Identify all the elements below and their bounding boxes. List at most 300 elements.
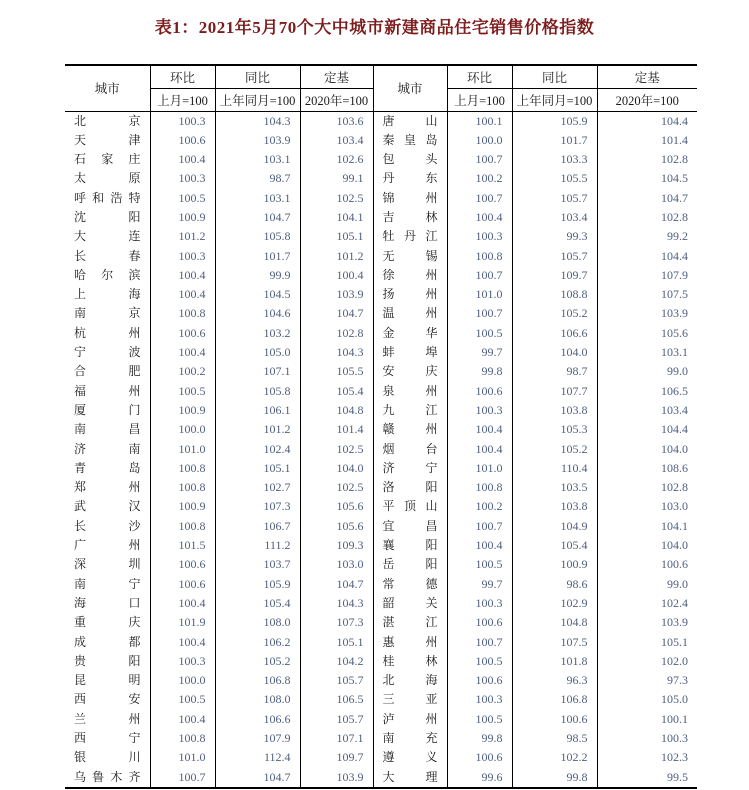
- value-cell: 99.1: [300, 169, 373, 188]
- value-cell: 100.6: [150, 555, 215, 574]
- city-cell: 呼和浩特: [74, 190, 141, 205]
- header-base-right: 定基: [597, 65, 697, 88]
- value-cell: 102.6: [300, 150, 373, 169]
- value-cell: 104.4: [597, 420, 697, 439]
- table-row: [65, 131, 697, 150]
- value-cell: 103.9: [597, 304, 697, 323]
- value-cell: 103.0: [597, 497, 697, 516]
- value-cell: 102.0: [597, 652, 697, 671]
- value-cell: 100.0: [447, 131, 512, 150]
- value-cell: 105.9: [215, 575, 300, 594]
- table-row: [65, 343, 697, 362]
- header-yoy-left: 同比: [215, 65, 300, 88]
- value-cell: 101.0: [150, 748, 215, 767]
- table-row: [65, 497, 697, 516]
- city-cell: 太原: [74, 171, 141, 186]
- table-row: [65, 266, 697, 285]
- value-cell: 106.6: [512, 324, 597, 343]
- value-cell: 106.6: [215, 710, 300, 729]
- value-cell: 102.5: [300, 189, 373, 208]
- value-cell: 104.1: [300, 208, 373, 227]
- value-cell: 103.8: [512, 497, 597, 516]
- table-row: [65, 150, 697, 169]
- value-cell: 100.9: [150, 208, 215, 227]
- value-cell: 98.7: [512, 362, 597, 381]
- city-cell: 海口: [74, 595, 141, 610]
- value-cell: 108.6: [597, 459, 697, 478]
- city-cell: 青岛: [74, 460, 141, 475]
- value-cell: 100.8: [150, 517, 215, 536]
- value-cell: 104.2: [300, 652, 373, 671]
- value-cell: 104.7: [215, 208, 300, 227]
- table-row: [65, 555, 697, 574]
- city-cell: 泉州: [373, 382, 447, 401]
- city-cell: 金华: [373, 324, 447, 343]
- value-cell: 108.8: [512, 285, 597, 304]
- value-cell: 108.0: [215, 690, 300, 709]
- table-row: [65, 247, 697, 266]
- city-cell: 泸州: [373, 710, 447, 729]
- value-cell: 100.7: [447, 304, 512, 323]
- value-cell: 111.2: [215, 536, 300, 555]
- table-row: [65, 304, 697, 323]
- value-cell: 100.3: [150, 169, 215, 188]
- value-cell: 104.0: [512, 343, 597, 362]
- value-cell: 103.8: [512, 401, 597, 420]
- value-cell: 104.8: [300, 401, 373, 420]
- value-cell: 100.5: [447, 324, 512, 343]
- value-cell: 100.6: [512, 710, 597, 729]
- value-cell: 99.8: [447, 362, 512, 381]
- value-cell: 100.6: [597, 555, 697, 574]
- value-cell: 112.4: [215, 748, 300, 767]
- city-cell: 蚌埠: [373, 343, 447, 362]
- value-cell: 103.9: [300, 285, 373, 304]
- value-cell: 106.8: [215, 671, 300, 690]
- city-cell: 上海: [74, 287, 141, 302]
- value-cell: 103.1: [597, 343, 697, 362]
- value-cell: 100.7: [447, 150, 512, 169]
- value-cell: 99.2: [597, 227, 697, 246]
- value-cell: 103.9: [597, 613, 697, 632]
- city-cell: 湛江: [373, 613, 447, 632]
- value-cell: 100.5: [150, 189, 215, 208]
- city-cell: 遵义: [373, 748, 447, 767]
- value-cell: 104.7: [215, 768, 300, 788]
- value-cell: 96.3: [512, 671, 597, 690]
- value-cell: 100.8: [150, 478, 215, 497]
- value-cell: 104.0: [300, 459, 373, 478]
- value-cell: 106.8: [512, 690, 597, 709]
- value-cell: 100.4: [150, 710, 215, 729]
- value-cell: 97.3: [597, 671, 697, 690]
- value-cell: 105.1: [300, 633, 373, 652]
- table-row: [65, 420, 697, 439]
- value-cell: 100.2: [447, 169, 512, 188]
- city-cell: 南京: [74, 306, 141, 321]
- page: [0, 13, 749, 789]
- value-cell: 100.4: [150, 594, 215, 613]
- value-cell: 104.0: [597, 536, 697, 555]
- value-cell: 98.7: [215, 169, 300, 188]
- city-cell: 九江: [373, 401, 447, 420]
- value-cell: 104.6: [215, 304, 300, 323]
- table-row: [65, 401, 697, 420]
- value-cell: 100.0: [150, 671, 215, 690]
- value-cell: 100.3: [597, 729, 697, 748]
- city-cell: 襄阳: [373, 536, 447, 555]
- value-cell: 101.4: [300, 420, 373, 439]
- value-cell: 104.0: [597, 440, 697, 459]
- value-cell: 103.5: [512, 478, 597, 497]
- city-cell: 三亚: [373, 690, 447, 709]
- city-cell: 常德: [373, 575, 447, 594]
- value-cell: 100.7: [447, 189, 512, 208]
- table-row: [65, 768, 697, 788]
- table-row: [65, 748, 697, 767]
- value-cell: 105.2: [512, 440, 597, 459]
- value-cell: 100.6: [447, 613, 512, 632]
- header-mom-left: 环比: [150, 65, 215, 88]
- value-cell: 99.3: [512, 227, 597, 246]
- value-cell: 100.5: [150, 382, 215, 401]
- city-cell: 南充: [373, 729, 447, 748]
- value-cell: 99.7: [447, 343, 512, 362]
- value-cell: 105.5: [512, 169, 597, 188]
- subheader-yoy-left: 上年同月=100: [215, 88, 300, 111]
- value-cell: 100.7: [150, 768, 215, 788]
- value-cell: 106.1: [215, 401, 300, 420]
- value-cell: 100.5: [447, 555, 512, 574]
- city-cell: 丹东: [373, 169, 447, 188]
- value-cell: 100.8: [150, 459, 215, 478]
- value-cell: 100.4: [150, 285, 215, 304]
- city-cell: 郑州: [74, 480, 141, 495]
- city-cell: 锦州: [373, 189, 447, 208]
- city-cell: 北海: [373, 671, 447, 690]
- table-row: [65, 440, 697, 459]
- subheader-yoy-right: 上年同月=100: [512, 88, 597, 111]
- city-cell: 无锡: [373, 247, 447, 266]
- value-cell: 107.1: [215, 362, 300, 381]
- city-cell: 兰州: [74, 711, 141, 726]
- city-cell: 包头: [373, 150, 447, 169]
- value-cell: 101.0: [447, 459, 512, 478]
- value-cell: 100.8: [150, 304, 215, 323]
- city-cell: 石家庄: [74, 152, 141, 167]
- city-cell: 成都: [74, 634, 141, 649]
- value-cell: 100.2: [447, 497, 512, 516]
- city-cell: 哈尔滨: [74, 267, 141, 282]
- value-cell: 99.5: [597, 768, 697, 788]
- value-cell: 104.3: [300, 594, 373, 613]
- value-cell: 103.4: [597, 401, 697, 420]
- table-row: [65, 459, 697, 478]
- value-cell: 105.1: [597, 633, 697, 652]
- value-cell: 105.0: [215, 343, 300, 362]
- city-cell: 大理: [373, 768, 447, 788]
- city-cell: 广州: [74, 538, 141, 553]
- city-cell: 天津: [74, 132, 141, 147]
- table-row: [65, 536, 697, 555]
- value-cell: 104.7: [597, 189, 697, 208]
- table-row: [65, 633, 697, 652]
- value-cell: 103.2: [215, 324, 300, 343]
- value-cell: 103.0: [300, 555, 373, 574]
- value-cell: 105.8: [215, 382, 300, 401]
- city-cell: 深圳: [74, 557, 141, 572]
- subheader-mom-left: 上月=100: [150, 88, 215, 111]
- value-cell: 110.4: [512, 459, 597, 478]
- value-cell: 104.1: [597, 517, 697, 536]
- value-cell: 99.9: [215, 266, 300, 285]
- value-cell: 105.8: [215, 227, 300, 246]
- value-cell: 100.4: [447, 440, 512, 459]
- table-row: [65, 690, 697, 709]
- city-cell: 桂林: [373, 652, 447, 671]
- table-row: [65, 189, 697, 208]
- value-cell: 102.8: [597, 208, 697, 227]
- value-cell: 100.6: [150, 575, 215, 594]
- header-city-left: 城市: [94, 82, 120, 97]
- value-cell: 100.6: [447, 748, 512, 767]
- value-cell: 100.3: [150, 652, 215, 671]
- value-cell: 100.6: [150, 131, 215, 150]
- value-cell: 102.9: [512, 594, 597, 613]
- value-cell: 98.6: [512, 575, 597, 594]
- value-cell: 100.3: [447, 401, 512, 420]
- value-cell: 100.3: [150, 111, 215, 131]
- value-cell: 102.8: [597, 478, 697, 497]
- value-cell: 106.5: [300, 690, 373, 709]
- value-cell: 99.0: [597, 362, 697, 381]
- city-cell: 大连: [74, 229, 141, 244]
- table-header: [65, 65, 697, 111]
- value-cell: 100.7: [447, 517, 512, 536]
- city-cell: 洛阳: [373, 478, 447, 497]
- city-cell: 秦皇岛: [373, 131, 447, 150]
- value-cell: 102.8: [300, 324, 373, 343]
- city-cell: 济南: [74, 441, 141, 456]
- value-cell: 102.8: [597, 150, 697, 169]
- value-cell: 102.3: [597, 748, 697, 767]
- city-cell: 惠州: [373, 633, 447, 652]
- value-cell: 100.4: [150, 343, 215, 362]
- value-cell: 105.2: [215, 652, 300, 671]
- city-cell: 扬州: [373, 285, 447, 304]
- city-cell: 岳阳: [373, 555, 447, 574]
- subheader-mom-right: 上月=100: [447, 88, 512, 111]
- value-cell: 101.0: [447, 285, 512, 304]
- city-cell: 长春: [74, 248, 141, 263]
- header-mom-right: 环比: [447, 65, 512, 88]
- value-cell: 99.7: [447, 575, 512, 594]
- value-cell: 100.4: [447, 208, 512, 227]
- value-cell: 99.8: [512, 768, 597, 788]
- city-cell: 徐州: [373, 266, 447, 285]
- value-cell: 108.0: [215, 613, 300, 632]
- value-cell: 105.5: [300, 362, 373, 381]
- city-cell: 厦门: [74, 402, 141, 417]
- city-cell: 合肥: [74, 364, 141, 379]
- value-cell: 109.7: [300, 748, 373, 767]
- value-cell: 104.3: [215, 111, 300, 131]
- table-row: [65, 169, 697, 188]
- value-cell: 104.3: [300, 343, 373, 362]
- value-cell: 101.2: [215, 420, 300, 439]
- city-cell: 温州: [373, 304, 447, 323]
- table-row: [65, 478, 697, 497]
- value-cell: 107.9: [597, 266, 697, 285]
- city-cell: 贵阳: [74, 653, 141, 668]
- value-cell: 104.7: [300, 575, 373, 594]
- value-cell: 102.5: [300, 440, 373, 459]
- city-cell: 宜昌: [373, 517, 447, 536]
- table-row: [65, 382, 697, 401]
- value-cell: 102.7: [215, 478, 300, 497]
- value-cell: 103.7: [215, 555, 300, 574]
- page-title: 表1：2021年5月70个大中城市新建商品住宅销售价格指数: [154, 18, 595, 37]
- price-index-table: [65, 64, 697, 789]
- value-cell: 105.7: [512, 247, 597, 266]
- value-cell: 101.7: [512, 131, 597, 150]
- header-city-right: 城市: [373, 65, 447, 111]
- value-cell: 105.4: [512, 536, 597, 555]
- table-row: [65, 285, 697, 304]
- value-cell: 100.9: [150, 497, 215, 516]
- value-cell: 102.4: [597, 594, 697, 613]
- value-cell: 104.9: [512, 517, 597, 536]
- table-row: [65, 652, 697, 671]
- city-cell: 宁波: [74, 345, 141, 360]
- city-cell: 济宁: [373, 459, 447, 478]
- header-base-left: 定基: [300, 65, 373, 88]
- header-row-main: [65, 65, 697, 88]
- city-cell: 吉林: [373, 208, 447, 227]
- value-cell: 107.7: [512, 382, 597, 401]
- value-cell: 100.8: [150, 729, 215, 748]
- value-cell: 100.5: [447, 652, 512, 671]
- city-cell: 沈阳: [74, 209, 141, 224]
- city-cell: 安庆: [373, 362, 447, 381]
- table-row: [65, 324, 697, 343]
- value-cell: 105.7: [300, 710, 373, 729]
- value-cell: 102.5: [300, 478, 373, 497]
- value-cell: 103.9: [215, 131, 300, 150]
- value-cell: 105.2: [512, 304, 597, 323]
- city-cell: 牡丹江: [373, 227, 447, 246]
- city-cell: 平顶山: [373, 497, 447, 516]
- city-cell: 长沙: [74, 518, 141, 533]
- value-cell: 101.2: [150, 227, 215, 246]
- value-cell: 103.3: [512, 150, 597, 169]
- value-cell: 100.9: [150, 401, 215, 420]
- value-cell: 102.4: [215, 440, 300, 459]
- value-cell: 105.1: [300, 227, 373, 246]
- value-cell: 105.6: [597, 324, 697, 343]
- value-cell: 105.9: [512, 111, 597, 131]
- city-cell: 赣州: [373, 420, 447, 439]
- value-cell: 101.8: [512, 652, 597, 671]
- value-cell: 100.6: [150, 324, 215, 343]
- value-cell: 100.6: [447, 671, 512, 690]
- table-row: [65, 671, 697, 690]
- value-cell: 100.5: [447, 710, 512, 729]
- city-cell: 北京: [65, 111, 150, 131]
- value-cell: 100.8: [447, 247, 512, 266]
- value-cell: 98.5: [512, 729, 597, 748]
- value-cell: 105.6: [300, 517, 373, 536]
- value-cell: 104.4: [597, 111, 697, 131]
- value-cell: 109.3: [300, 536, 373, 555]
- city-cell: 烟台: [373, 440, 447, 459]
- value-cell: 105.3: [512, 420, 597, 439]
- table-row: [65, 613, 697, 632]
- value-cell: 103.9: [300, 768, 373, 788]
- value-cell: 105.7: [512, 189, 597, 208]
- value-cell: 100.4: [150, 633, 215, 652]
- value-cell: 100.3: [150, 247, 215, 266]
- value-cell: 104.5: [215, 285, 300, 304]
- table-row: [65, 208, 697, 227]
- value-cell: 104.7: [300, 304, 373, 323]
- value-cell: 100.4: [447, 420, 512, 439]
- value-cell: 101.7: [215, 247, 300, 266]
- value-cell: 107.5: [597, 285, 697, 304]
- value-cell: 100.7: [447, 633, 512, 652]
- value-cell: 101.2: [300, 247, 373, 266]
- value-cell: 107.9: [215, 729, 300, 748]
- subheader-base-right: 2020年=100: [597, 88, 697, 111]
- city-cell: 福州: [74, 383, 141, 398]
- value-cell: 101.9: [150, 613, 215, 632]
- value-cell: 100.3: [447, 227, 512, 246]
- city-cell: 唐山: [373, 111, 447, 131]
- value-cell: 105.1: [215, 459, 300, 478]
- city-cell: 杭州: [74, 325, 141, 340]
- value-cell: 109.7: [512, 266, 597, 285]
- value-cell: 100.4: [447, 536, 512, 555]
- table-body: [65, 111, 697, 788]
- city-cell: 银川: [74, 750, 141, 765]
- value-cell: 105.0: [597, 690, 697, 709]
- value-cell: 101.4: [597, 131, 697, 150]
- value-cell: 107.5: [512, 633, 597, 652]
- value-cell: 104.8: [512, 613, 597, 632]
- value-cell: 107.1: [300, 729, 373, 748]
- value-cell: 103.1: [215, 150, 300, 169]
- value-cell: 100.4: [150, 266, 215, 285]
- value-cell: 100.8: [447, 478, 512, 497]
- table-row: [65, 362, 697, 381]
- value-cell: 100.1: [447, 111, 512, 131]
- value-cell: 100.5: [150, 690, 215, 709]
- value-cell: 100.7: [447, 266, 512, 285]
- table-row: [65, 729, 697, 748]
- value-cell: 100.9: [512, 555, 597, 574]
- table-row: [65, 227, 697, 246]
- value-cell: 100.4: [150, 150, 215, 169]
- city-cell: 西宁: [74, 731, 141, 745]
- city-cell: 乌鲁木齐: [74, 769, 141, 784]
- value-cell: 105.4: [215, 594, 300, 613]
- value-cell: 100.2: [150, 362, 215, 381]
- value-cell: 104.4: [597, 247, 697, 266]
- value-cell: 103.1: [215, 189, 300, 208]
- value-cell: 103.4: [512, 208, 597, 227]
- value-cell: 105.7: [300, 671, 373, 690]
- table-row: [65, 594, 697, 613]
